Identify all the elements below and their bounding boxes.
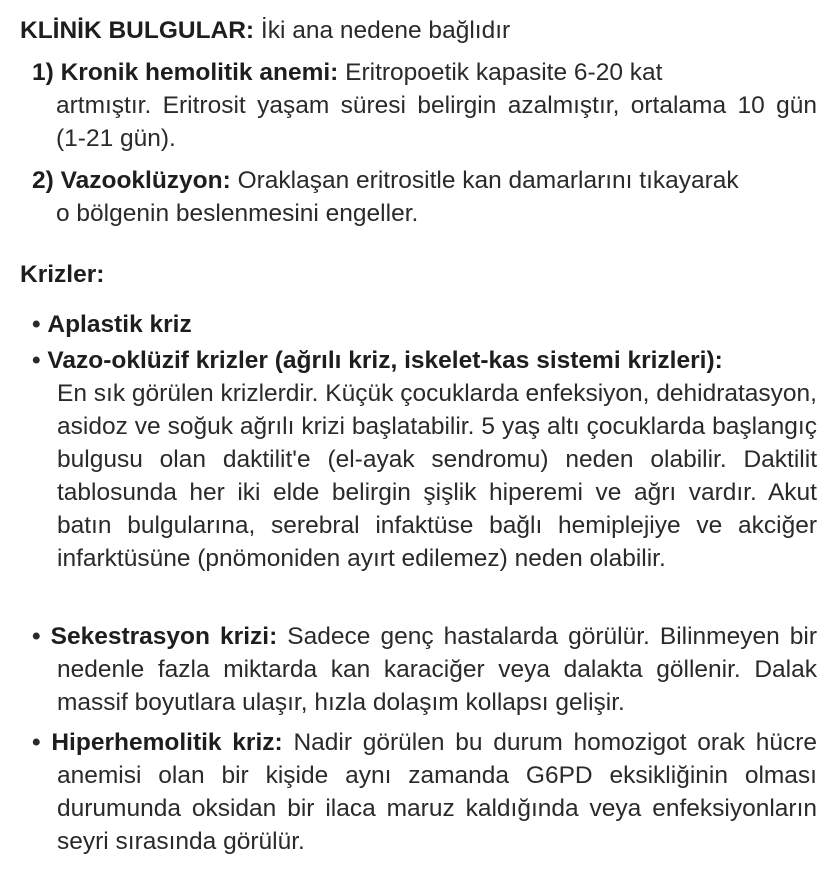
cause-1-number: 1): [32, 59, 54, 86]
heading-text: İki ana nedene bağlıdır: [254, 17, 511, 44]
heading-label: KLİNİK BULGULAR:: [20, 17, 255, 44]
crisis-3-title: Sekestrasyon krizi:: [50, 623, 278, 650]
crisis-4-title: Hiperhemolitik kriz:: [51, 729, 283, 756]
crisis-1-title: Aplastik kriz: [47, 311, 192, 338]
crisis-item-vaso-occlusive: [32, 344, 817, 575]
crises-heading: [20, 258, 104, 291]
clinical-findings-heading: [20, 14, 510, 47]
cause-2-title: Vazooklüzyon:: [60, 167, 231, 194]
crisis-3-paragraph: [32, 620, 817, 719]
cause-2-body: o bölgenin beslenmesini engeller.: [56, 200, 419, 227]
crisis-item-hyperhemolytic: [32, 726, 817, 858]
crisis-1-line: [32, 308, 817, 341]
cause-item-2: [32, 164, 817, 230]
cause-2-first-line: [32, 164, 817, 197]
cause-item-1: [32, 56, 817, 155]
bullet-icon: •: [32, 623, 41, 650]
crises-heading-text: Krizler:: [20, 261, 105, 288]
cause-1-body: artmıştır. Eritrosit yaşam süresi belirgin azalmıştır, ortalama 10 gün (1-21 gün).: [56, 92, 817, 152]
bullet-icon: •: [32, 729, 41, 756]
crisis-2-title: Vazo-oklüzif krizler (ağrılı kriz, iskelet-kas sistemi krizleri):: [47, 347, 723, 374]
bullet-icon: •: [32, 311, 41, 338]
cause-1-title: Kronik hemolitik anemi:: [60, 59, 339, 86]
crisis-3-text: Sadece genç hastalarda görülür. Bilinmeyen bir nedenle fazla miktarda kan karaciğer veya dalakta göllenir. Dalak massif boyutlara ulaşır, hızla dolaşım kollapsı gelişir.: [57, 623, 817, 716]
crisis-4-text: Nadir görülen bu durum homozigot orak hücre anemisi olan bir kişide aynı zamanda G6PD eksikliğinin olması durumunda oksidan bir ilaca maruz kaldığında veya enfeksiyonların seyri sırasında görülür.: [57, 729, 818, 855]
crisis-item-sequestration: [32, 620, 817, 719]
cause-2-first-text: Oraklaşan eritrositle kan damarlarını tıkayarak: [230, 167, 739, 194]
cause-1-first-text: Eritropoetik kapasite 6-20 kat: [338, 59, 663, 86]
bullet-icon: •: [32, 347, 41, 374]
crisis-2-text: En sık görülen krizlerdir. Küçük çocuklarda enfeksiyon, dehidratasyon, asidoz ve soğuk ağrılı krizi başlatabilir. 5 yaş altı çocuklarda başlangıç bulgusu olan daktilit'e (el-ayak sendromu) neden olabilir. Daktilit tablosunda her iki elde belirgin şişlik hiperemi ve ağrı vardır. Akut batın bulgularına, serebral infaktüse bağlı hemiplejiye ve akciğer infarktüsüne (pnömoniden ayırt edilemez) neden olabilir.: [57, 380, 817, 572]
crisis-4-paragraph: [32, 726, 817, 858]
cause-2-number: 2): [32, 167, 54, 194]
crisis-2-title-line: [32, 344, 817, 377]
cause-1-first-line: [32, 56, 817, 89]
crisis-item-aplastic: [32, 308, 817, 341]
